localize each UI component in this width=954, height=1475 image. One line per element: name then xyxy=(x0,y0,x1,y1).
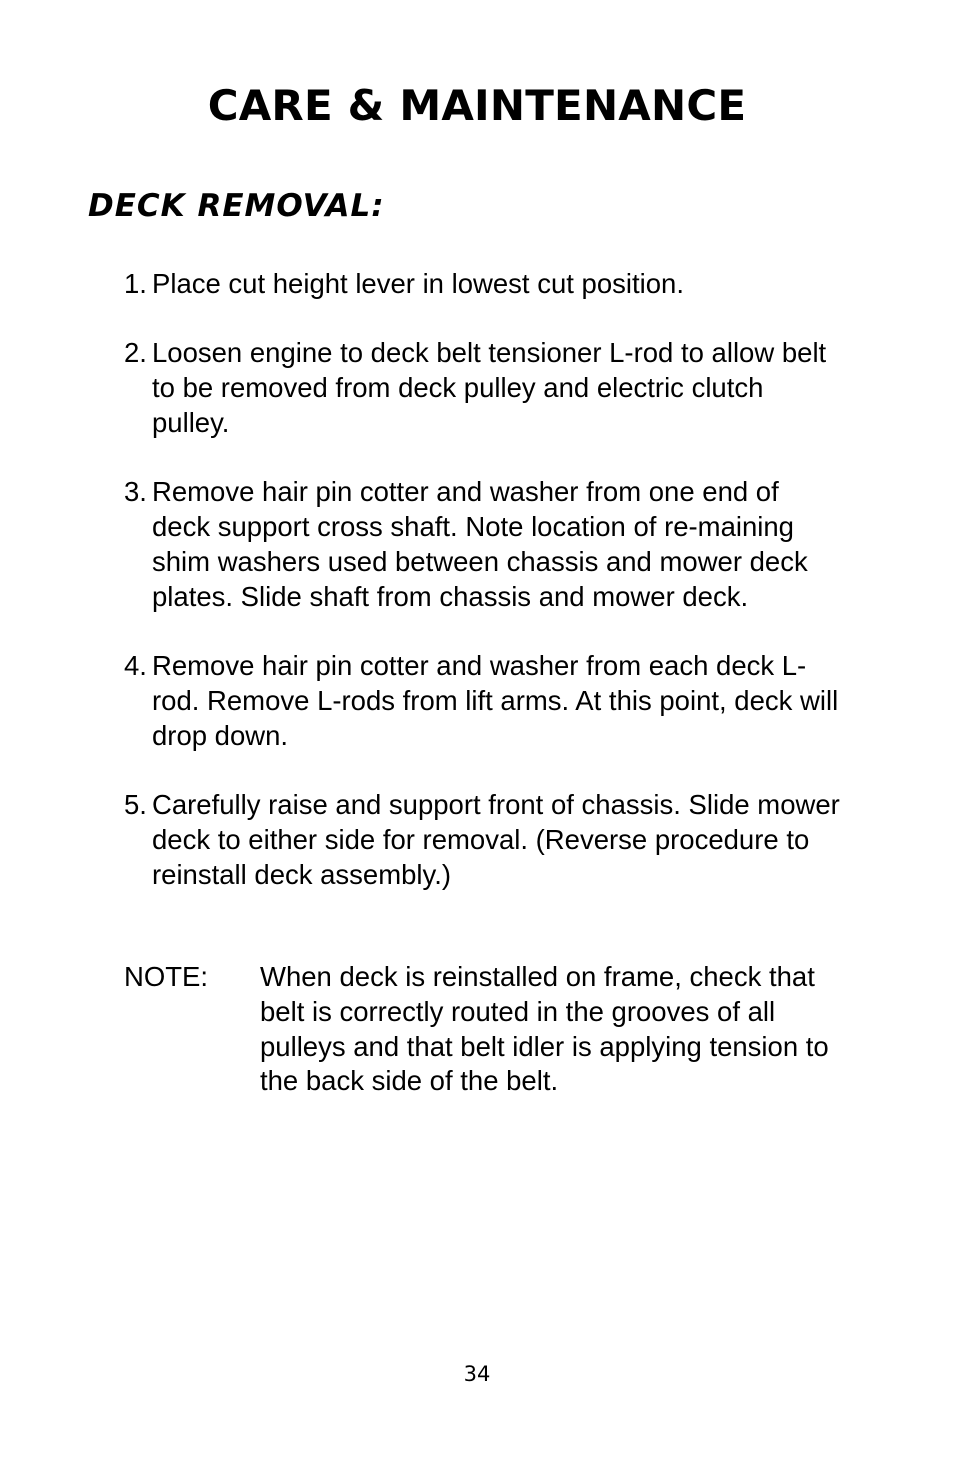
step-text: Loosen engine to deck belt tensioner L-rod to allow belt to be removed from deck pulley and electric clutch pulley. xyxy=(152,337,827,438)
step-item xyxy=(124,788,844,892)
step-item xyxy=(124,267,844,302)
step-text: Carefully raise and support front of chassis. Slide mower deck to either side for removal. (Reverse procedure to reinstall deck assembly.) xyxy=(152,789,840,890)
page-number: 34 xyxy=(463,1362,491,1386)
section-heading-deck-removal: DECK REMOVAL: xyxy=(88,188,385,224)
step-text: Remove hair pin cotter and washer from one end of deck support cross shaft. Note location of re-maining shim washers used between chassis and mower deck plates. Slide shaft from chassis and mower deck. xyxy=(152,476,808,612)
step-number: 1. xyxy=(124,268,147,299)
page-title: CARE & MAINTENANCE xyxy=(207,81,747,130)
step-number: 4. xyxy=(124,650,147,682)
step-item xyxy=(124,475,844,614)
step-item xyxy=(124,336,844,440)
step-number: 5. xyxy=(124,789,147,821)
note-block xyxy=(124,960,844,1099)
note-label: NOTE: xyxy=(124,961,209,992)
step-text: Remove hair pin cotter and washer from each deck L-rod. Remove L-rods from lift arms. At this point, deck will drop down. xyxy=(152,650,839,751)
step-text: Place cut height lever in lowest cut position. xyxy=(152,268,684,299)
note-text: When deck is reinstalled on frame, check that belt is correctly routed in the grooves of all pulleys and that belt idler is applying tension to the back side of the belt. xyxy=(260,961,829,1097)
step-item xyxy=(124,649,844,753)
step-number: 3. xyxy=(124,476,147,508)
step-number: 2. xyxy=(124,337,147,369)
deck-removal-steps xyxy=(124,267,844,927)
